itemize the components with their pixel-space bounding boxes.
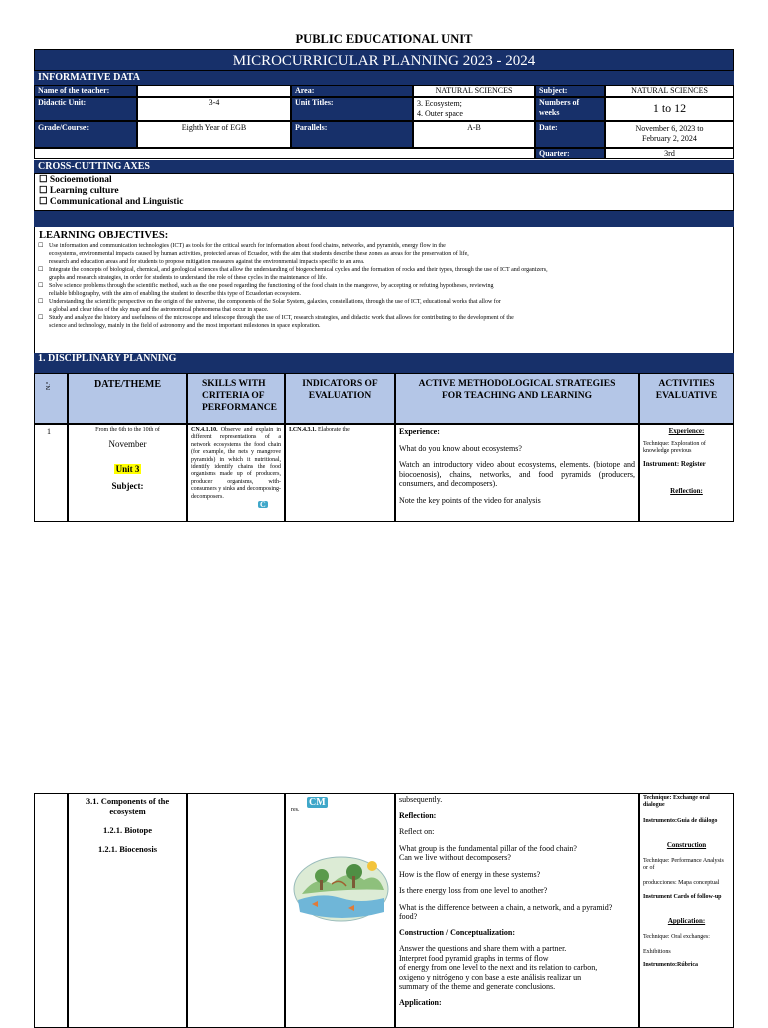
weeks-value: 1 to 12 [605, 97, 734, 121]
parallels-label: Parallels: [291, 121, 413, 148]
unit-title-4: 4. Outer space [417, 109, 463, 118]
cross-cutting-list [34, 173, 734, 211]
planning-row-1 [34, 424, 734, 522]
plan-title: MICROCURRICULAR PLANNING 2023 - 2024 [34, 49, 734, 71]
objective-item: ☐ Integrate the concepts of biological, chemical, and geological sciences that allow the understanding of biogeochemical cycles and the formation of rocks and their types, through the use of ICT and organizers, graphs and research strategies, in order for students to understand the role of these cycles in the maintenance of life. [38, 267, 548, 281]
month: November [108, 439, 147, 450]
col-skills: SKILLS WITH CRITERIA OF PERFORMANCE [187, 373, 285, 424]
row-indicators: I.CN.4.3.1. Elaborate the [285, 424, 395, 522]
date-value: November 6, 2023 to February 2, 2024 [605, 121, 734, 148]
informative-data-header: INFORMATIVE DATA [34, 71, 734, 85]
cm-logo-icon: C [260, 500, 266, 509]
area-value: NATURAL SCIENCES [413, 85, 535, 97]
quarter-label: Quarter: [535, 148, 605, 159]
objective-item: ☐ Study and analyze the history and usefulness of the microscope and telescope through the use of ICT, research strategies, and didactic work that allows for contributing to the development of the science and technology, mainly in the field of astronomy and the most important milestones in space exploration. [38, 315, 514, 329]
checkbox-icon: ☐ [38, 283, 44, 289]
parallels-value: A-B [413, 121, 535, 148]
checkbox-icon: ☐ [38, 267, 44, 273]
strategies-continued: subsequently. Reflection: Reflect on: What group is the fundamental pillar of the food chain? Can we live without decomposers? How is the flow of energy in these systems? Is there energy loss from one level to another? What is the difference between a chain, a network, and a pyramid? food? Construction / Conceptualization: Answer the questions and share them with a partner. Interpret food pyramid graphs in terms of flow of energy from one level to the next and its relation to carbon, oxigeno y nitrógeno y con base a este análisis realizar un summary of the theme and generate conclusions. Application: [395, 793, 639, 1028]
teacher-value [137, 85, 291, 97]
theme-list: 3.1. Components of the ecosystem 1.2.1. Biotope 1.2.1. Biocenosis [68, 793, 187, 1028]
checkbox-icon: ☐ [38, 299, 44, 305]
learning-objectives [34, 227, 734, 354]
row-activities: Experience: Technique: Exploration of knowledge previous Instrument: Register Reflection: [639, 424, 734, 522]
axis-learning-culture: ☐ Learning culture [39, 186, 119, 196]
separator-bar [34, 211, 734, 227]
ecosystem-illustration-icon [292, 854, 390, 924]
col-number: N.° [34, 373, 68, 424]
unit-titles-value [413, 97, 535, 121]
col-date-theme: DATE/THEME [68, 373, 187, 424]
date-label: Date: [535, 121, 605, 148]
axis-communicational: ☐ Communicational and Linguistic [39, 197, 184, 207]
row-number: 1 [34, 424, 68, 522]
activities-continued: Technique: Exchange oral dialogue Instrumento:Guia de diálogo Construction Technique: Performance Analysis or of producciones: Mapa conceptual Instrument Cards of follow-up Application: Technique: Oral exchanges: Exhibitions Instrumento:Rúbrica [639, 793, 734, 1028]
unit-titles-label: Unit Titles: [291, 97, 413, 121]
objective-item: ☐ Understanding the scientific perspective on the origin of the universe, the components of the Solar System, galaxies, constellations, through the use of ICT, educational works that allow for a global and clear idea of the sky map and the astronomical phenomena that occur in space. [38, 299, 501, 313]
area-label: Area: [291, 85, 413, 97]
cm-logo-icon: CM [309, 797, 326, 808]
planning-header: 1. DISCIPLINARY PLANNING [34, 353, 734, 373]
objective-item: ☐ Solve science problems through the scientific method, such as the one posed regarding the functioning of the food chain in the mangrove, by accepting or refuting hypotheses, reviewing reliable bibliography, with the aim of enabling the student to describe this type of Ecuadorian ecosystem. [38, 283, 494, 297]
col-strategies: ACTIVE METHODOLOGICAL STRATEGIES FOR TEACHING AND LEARNING [395, 373, 639, 424]
indicator-continued: res. CM [285, 793, 395, 1028]
col-indicators: INDICATORS OF EVALUATION [285, 373, 395, 424]
unit-title-3: 3. Ecosystem; [417, 99, 462, 108]
teacher-label: Name of the teacher: [34, 85, 137, 97]
didactic-label: Didactic Unit: [34, 97, 137, 121]
informative-table [34, 85, 734, 161]
checkbox-icon: ☐ [38, 315, 44, 321]
axis-socioemotional: ☐ Socioemotional [39, 175, 112, 185]
planning-row-1-continued [34, 793, 734, 1028]
cross-cutting-header: CROSS-CUTTING AXES [34, 160, 734, 173]
row-strategies: Experience: What do you know about ecosystems? Watch an introductory video about ecosystems, elements. (biotope and biocoenosis), chains, networks, and food pyramids (producers, consumers, and decomposers). Note the key points of the video for analysis [395, 424, 639, 522]
subject-label: Subject: [535, 85, 605, 97]
grade-label: Grade/Course: [34, 121, 137, 148]
blank-cell [34, 148, 535, 159]
date-range: From the 6th to the 10th of [95, 427, 160, 433]
institution-title: PUBLIC EDUCATIONAL UNIT [295, 32, 473, 46]
row-date-theme [68, 424, 187, 522]
grade-value: Eighth Year of EGB [137, 121, 291, 148]
row-skills: CN.4.1.10. Observe and explain in different representations of a network ecosystems the food chain (for example, the nets y mangrove pyramids) in which it nutritional, identify identify chains the food organisms made up of producers, producer organisms, with- consumers y sinks and decomposing- decomposers. C [187, 424, 285, 522]
planning-table-header [34, 373, 734, 424]
quarter-value: 3rd [605, 148, 734, 159]
subject-label-row: Subject: [111, 481, 144, 492]
col-activities: ACTIVITIES EVALUATIVE [639, 373, 734, 424]
experience-heading: Experience: [399, 427, 440, 436]
subject-value: NATURAL SCIENCES [605, 85, 734, 97]
objective-item: ☐ Use information and communication technologies (ICT) as tools for the critical search for information about food chains, networks, and pyramids, energy flow in the ecosystems, environmental impacts caused by human activities, protected areas of Ecuador, with the aim that students describe these zones as areas for the preservation of life, research and education areas and for students to propose mitigation measures against the environmental impacts specific to an area. [38, 243, 469, 265]
didactic-value: 3-4 [137, 97, 291, 121]
unit-badge: Unit 3 [115, 464, 140, 475]
checkbox-icon: ☐ [38, 243, 44, 249]
objectives-title: LEARNING OBJECTIVES: [39, 230, 169, 241]
weeks-label: Numbers of weeks [535, 97, 605, 121]
